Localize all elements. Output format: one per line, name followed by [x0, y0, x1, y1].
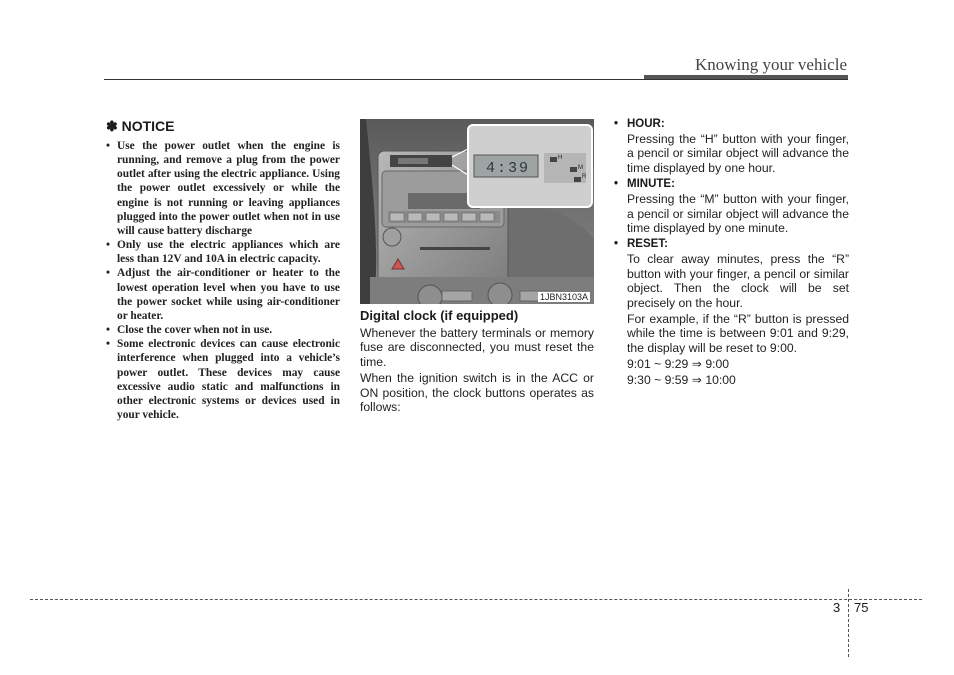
hour-description: Pressing the “H” button with your finger, a pencil or similar object will advance the time displayed by one hour.: [627, 132, 849, 175]
section-title: Digital clock (if equipped): [360, 308, 519, 323]
notice-title: ✽ NOTICE: [106, 118, 175, 134]
reset-example-line: 9:30 ~ 9:59 ⇒ 10:00: [627, 372, 736, 387]
dashboard-clock-photo: [360, 119, 594, 304]
minute-description: Pressing the “M” button with your finger, a pencil or similar object will advance the time displayed by one minute.: [627, 192, 849, 236]
dashboard-illustration: [360, 119, 594, 304]
clock-buttons-section: [614, 117, 849, 388]
notice-item: • Close the cover when not in use.: [106, 323, 340, 337]
chapter-number: 3: [833, 600, 841, 615]
header-rule: [104, 79, 848, 80]
reset-description: To clear away minutes, press the “R” button with your finger, a pencil or similar object. Then the clock will be set precisely on the hour.: [627, 252, 849, 310]
notice-item: • Use the power outlet when the engine is running, and remove a plug from the power outlet after using the electric appliance. Using the power outlet excessively or while the engine is not running or leaving appliances plugged into the power outlet when not in use will cause battery discharge: [106, 139, 340, 238]
digital-clock-section: [360, 308, 594, 416]
clock-m-button: M: [578, 165, 583, 171]
notice-item: • Only use the electric appliances which are less than 12V and 10A in electric capacity.: [106, 238, 340, 266]
clock-display: 4:39: [486, 160, 531, 177]
footer-divider: [848, 589, 849, 657]
figure-code-label: 1JBN3103A: [539, 292, 588, 302]
minute-heading: • MINUTE:: [614, 177, 849, 192]
clock-r-button: R: [582, 174, 587, 180]
reset-heading: • RESET:: [614, 237, 849, 252]
page-number: 75: [854, 600, 869, 615]
notice-item: • Adjust the air-conditioner or heater to the lowest operation level when you have to use the power socket while using air-conditioner or heater.: [106, 266, 340, 323]
notice-list: [106, 139, 340, 422]
notice-item: • Some electronic devices can cause electronic interference when plugged into a vehicle’s power outlet. These devices may cause excessive audio static and malfunctions in other electronic systems or devices used in your vehicle.: [106, 337, 340, 422]
footer-rule: [30, 599, 922, 600]
clock-h-button: H: [558, 155, 563, 161]
paragraph: Whenever the battery terminals or memory fuse are disconnected, you must reset the time.: [360, 326, 594, 369]
hour-heading: • HOUR:: [614, 117, 849, 132]
notice-box: [106, 118, 340, 422]
page-header-title: Knowing your vehicle: [694, 55, 847, 74]
reset-example-line: 9:01 ~ 9:29 ⇒ 9:00: [627, 357, 730, 372]
reset-example-description: For example, if the “R” button is pressed while the time is between 9:01 and 9:29, the display will be reset to 9:00.: [627, 312, 849, 355]
paragraph: When the ignition switch is in the ACC or ON position, the clock buttons operates as follows:: [360, 371, 594, 415]
